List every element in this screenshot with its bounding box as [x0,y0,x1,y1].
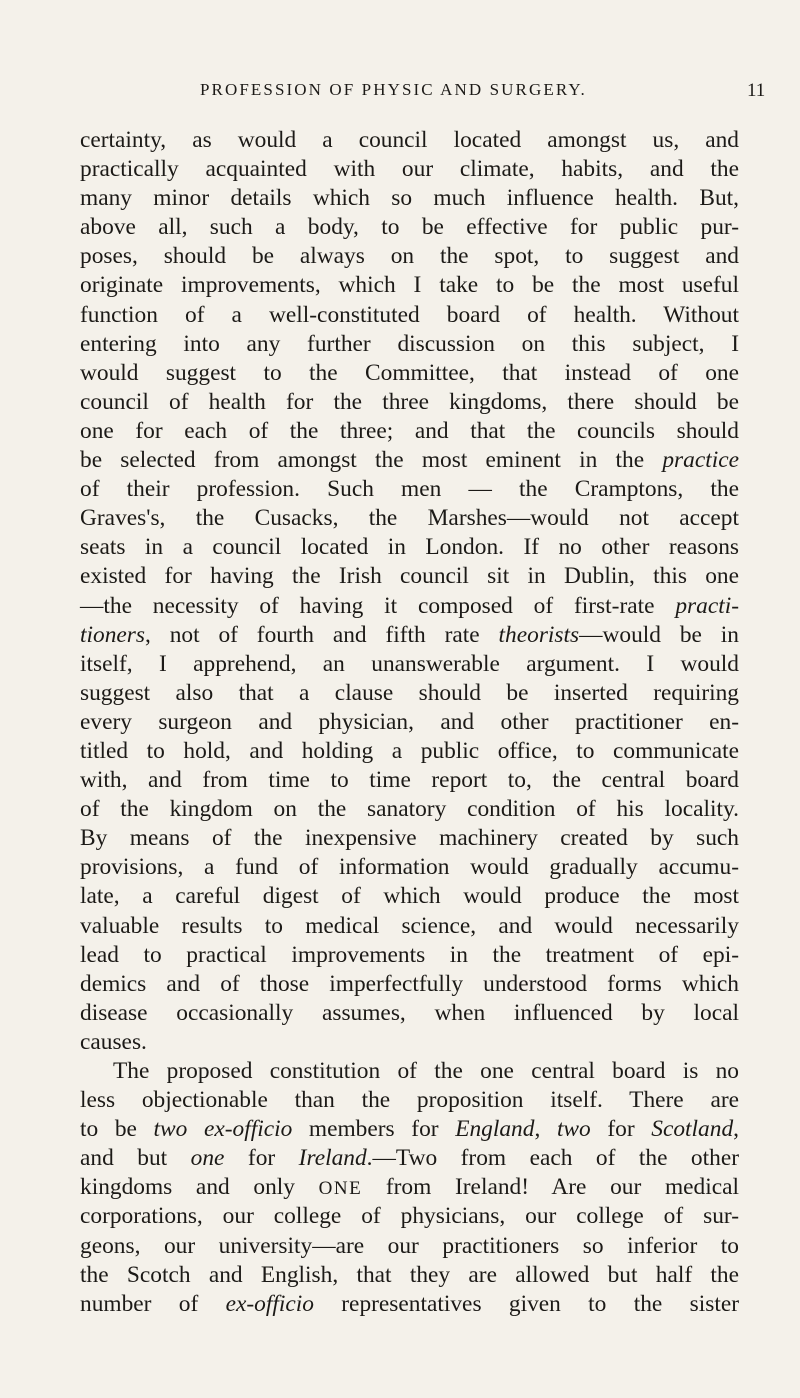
text-line [80,301,739,330]
italic-text: practice [662,447,739,474]
italic-text: theorists [498,621,580,648]
text-line [80,737,739,766]
text-span: , [534,1116,557,1143]
text-span: By means of the inexpensive machinery created by such [80,825,739,852]
text-span: —the necessity of having it composed of first-rate [80,592,676,619]
italic-text: Scotland [651,1116,734,1143]
text-span: above all, such a body, to be effective for public pur- [80,214,739,241]
text-line [80,126,739,155]
text-line [80,1290,739,1319]
text-line [80,388,739,417]
text-span: for [224,1145,299,1172]
text-span: poses, should be always on the spot, to suggest and [80,243,739,270]
text-line [80,970,739,999]
text-span: less objectionable than the proposition itself. There are [80,1087,739,1114]
text-span: entering into any further discussion on this subject, I [80,330,739,357]
text-line [80,155,739,184]
text-span: ONE [318,1178,363,1200]
text-line [80,999,739,1028]
italic-text: ex-officio [225,1290,314,1317]
text-span: with, and from time to time report to, the central board [80,767,739,794]
text-span: lead to practical improvements in the treatment of epi- [80,941,739,968]
text-span: members for [292,1116,456,1143]
text-line [80,242,739,271]
text-span: demics and of those imperfectfully understood forms which [80,970,739,997]
text-line [80,533,739,562]
text-span: —would be in [579,621,739,648]
text-span: and but [80,1145,191,1172]
text-span: of the kingdom on the sanatory condition of his locality. [80,796,739,823]
text-span: Graves's, the Cusacks, the Marshes—would not accept [80,505,739,532]
text-line [80,882,739,911]
text-span: , [733,1116,739,1143]
text-line [80,941,739,970]
text-line [80,330,739,359]
text-line [80,708,739,737]
text-span: many minor details which so much influence health. But, [80,185,739,212]
text-line [80,1086,739,1115]
text-span: be selected from amongst the most eminent in the [80,447,663,474]
text-line [80,592,739,621]
text-span: .—Two from each of the other [366,1145,739,1172]
text-span: from Ireland! Are our medical [362,1174,739,1201]
text-span: would suggest to the Committee, that instead of one [80,359,739,386]
text-span: every surgeon and physician, and other practitioner en- [80,708,739,735]
text-span: suggest also that a clause should be inserted requiring [80,679,739,706]
text-span: , not of fourth and fifth rate [144,621,499,648]
text-line [80,766,739,795]
text-span: representatives given to the sister [313,1290,739,1317]
text-span: of their profession. Such men — the Cramptons, the [80,476,739,503]
text-line [80,417,739,446]
text-span: certainty, as would a council located amongst us, and [80,127,739,153]
text-span: causes. [80,1028,147,1055]
italic-text: tioners [80,621,145,648]
text-line [80,271,739,300]
text-line [80,1028,739,1057]
text-line [80,213,739,242]
text-line [80,504,739,533]
italic-text: two [556,1116,591,1143]
text-line [80,184,739,213]
text-line [80,562,739,591]
italic-text: Ireland [298,1145,367,1172]
body-text [80,126,739,1319]
text-span: kingdoms and only [80,1174,319,1201]
text-span: number of [80,1290,226,1317]
text-span: to be [80,1116,154,1143]
italic-text: one [190,1145,225,1172]
text-line [80,475,739,504]
italic-text: practi- [675,592,739,619]
running-title: PROFESSION OF PHYSIC AND SURGERY. [200,80,587,99]
text-span: for [590,1116,652,1143]
text-line [80,795,739,824]
text-line [80,853,739,882]
text-span: seats in a council located in London. If no other reasons [80,534,739,561]
text-line [80,650,739,679]
running-head [0,80,800,110]
page-number: 11 [747,80,766,101]
text-span: late, a careful digest of which would produce the most [80,883,739,910]
text-span: geons, our university—are our practitioners so inferior to [80,1232,739,1259]
text-line [80,621,739,650]
text-line [80,359,739,388]
text-span: one for each of the three; and that the councils should [80,417,739,444]
text-line [80,1232,739,1261]
text-span: originate improvements, which I take to be the most useful [80,272,739,299]
text-span: practically acquainted with our climate, habits, and the [80,156,739,183]
italic-text: England [455,1116,535,1143]
text-span: existed for having the Irish council sit in Dublin, this one [80,563,739,590]
text-line [80,1261,739,1290]
text-span: function of a well-constituted board of health. Without [80,301,739,328]
text-span: The proposed constitution of the one central board is no [113,1058,739,1084]
text-span: corporations, our college of physicians, our college of sur- [80,1203,739,1230]
text-span: valuable results to medical science, and would necessarily [80,912,739,939]
text-line [80,1144,739,1173]
text-line [80,446,739,475]
italic-text: two ex-officio [153,1116,293,1143]
text-span: council of health for the three kingdoms, there should be [80,388,739,415]
text-line [80,824,739,853]
text-line [80,679,739,708]
text-line [80,1202,739,1231]
text-span: disease occasionally assumes, when influenced by local [80,999,739,1026]
text-line [80,1057,739,1086]
text-line [80,1115,739,1144]
text-span: the Scotch and English, that they are allowed but half the [80,1261,739,1288]
text-span: provisions, a fund of information would gradually accumu- [80,854,739,881]
text-span: titled to hold, and holding a public office, to communicate [80,737,739,764]
text-line [80,912,739,941]
text-line [80,1173,739,1202]
text-span: itself, I apprehend, an unanswerable argument. I would [80,650,739,677]
